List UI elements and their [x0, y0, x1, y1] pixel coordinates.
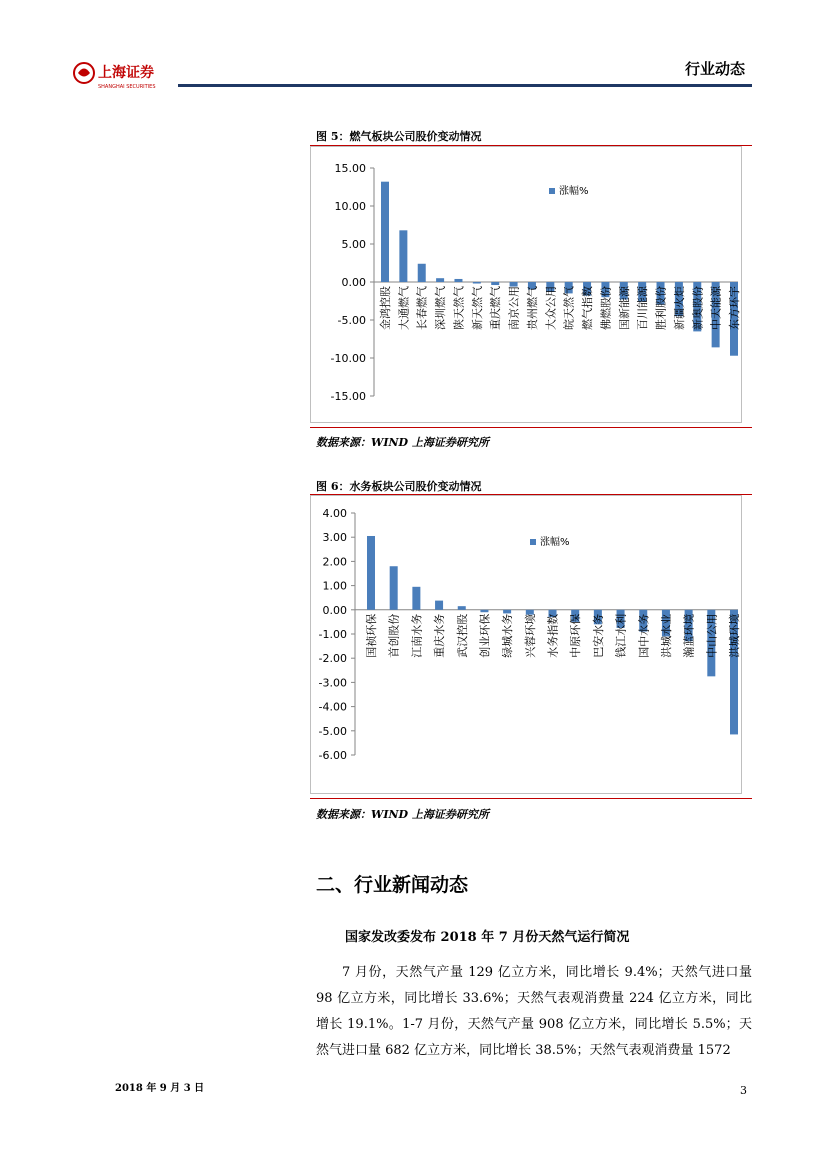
y-tick-label: 0.00 [322, 603, 347, 617]
footer-date: 2018 年 9 月 3 日 [115, 1083, 205, 1094]
y-tick-label: -10.00 [330, 352, 366, 365]
y-tick-label: -4.00 [318, 700, 347, 714]
bar-新天然气 [473, 282, 481, 284]
y-tick-label: 15.00 [334, 162, 366, 175]
logo-subtext: SHANGHAI SECURITIES [98, 84, 156, 90]
y-tick-label: 5.00 [341, 238, 366, 251]
y-tick-label: -15.00 [330, 390, 366, 403]
bar-首创股份 [390, 566, 398, 610]
category-label: 巴安水务 [591, 613, 605, 658]
y-tick-label: 2.00 [322, 555, 347, 569]
bar-武汉控股 [458, 606, 466, 610]
y-tick-label: 0.00 [341, 276, 366, 289]
category-label: 新奥股份 [691, 286, 705, 330]
y-tick-label: -5.00 [337, 314, 366, 327]
category-label: 瀚蓝环境 [682, 613, 696, 658]
y-tick-label: 1.00 [322, 579, 347, 593]
gas-sector-chart [310, 146, 752, 426]
category-label: 新疆火炬 [672, 286, 686, 330]
category-label: 南京公用 [507, 286, 521, 330]
bar-江南水务 [412, 587, 420, 610]
legend-swatch [530, 539, 536, 545]
bar-南京公用 [510, 282, 518, 287]
section-heading: 二、行业新闻动态 [316, 874, 469, 896]
page-number: 3 [740, 1084, 747, 1097]
header-rule [178, 84, 752, 87]
category-label: 创业环保 [478, 613, 492, 658]
bar-国祯环保 [367, 536, 375, 610]
y-tick-label: 10.00 [334, 200, 366, 213]
category-label: 皖天然气 [562, 286, 576, 330]
y-tick-label: -5.00 [318, 724, 347, 738]
bar-深圳燃气 [436, 278, 444, 282]
category-label: 深圳燃气 [434, 286, 448, 330]
category-label: 燃气指数 [581, 286, 595, 330]
figure-5-bottom-rule [310, 427, 752, 428]
category-label: 中天能源 [709, 286, 723, 330]
figure-5-source: 数据来源：WIND 上海证券研究所 [316, 436, 489, 449]
category-label: 武汉控股 [455, 613, 469, 658]
bar-金鸿控股 [381, 182, 389, 282]
category-label: 洪城水业 [659, 613, 673, 658]
category-label: 重庆燃气 [489, 286, 503, 330]
y-tick-label: -1.00 [318, 628, 347, 641]
y-tick-label: 3.00 [322, 531, 347, 545]
category-label: 佛燃股份 [599, 286, 613, 330]
category-label: 中原环保 [569, 613, 583, 658]
category-label: 金鸿控股 [379, 286, 392, 330]
category-label: 贵州燃气 [525, 286, 539, 330]
category-label: 长春燃气 [415, 286, 429, 330]
category-label: 绿城水务 [501, 613, 515, 658]
bar-大通燃气 [399, 230, 407, 282]
figure-6-caption: 图 6：水务板块公司股价变动情况 [316, 480, 482, 493]
category-label: 国中水务 [637, 613, 651, 658]
category-label: 新天然气 [470, 286, 484, 330]
category-label: 大众公用 [544, 286, 558, 330]
news-body: 7 月份，天然气产量 129 亿立方米，同比增长 9.4%；天然气进口量 98 亿立方米，同比增长 33.6%；天然气表观消费量 224 亿立方米，同比增长 19.1%。1-7 月份，天然气产量 908 亿立方米，同比增长 5.5%；天然气进口量 682 亿立方米，同比增长 38.5%；天然气表观消费量 1572 [316, 965, 752, 1058]
category-label: 兴蓉环境 [523, 613, 537, 658]
bar-绿城水务 [503, 610, 511, 614]
category-label: 重庆水务 [433, 613, 447, 658]
bar-重庆水务 [435, 601, 443, 610]
category-label: 江南水务 [410, 613, 424, 658]
legend-swatch [549, 188, 555, 194]
category-label: 水务指数 [546, 613, 560, 658]
category-label: 中山公用 [705, 613, 719, 658]
category-label: 大通燃气 [397, 286, 411, 330]
category-label: 东方环宇 [728, 286, 741, 330]
category-label: 洪城环境 [728, 613, 741, 658]
news-title: 国家发改委发布 2018 年 7 月份天然气运行简况 [345, 930, 630, 945]
category-label: 国祯环保 [365, 613, 378, 658]
y-tick-label: -3.00 [318, 676, 347, 690]
category-label: 国新能源 [617, 286, 631, 330]
category-label: 钱江水利 [614, 613, 628, 658]
category-label: 胜利股份 [654, 286, 668, 330]
category-label: 陕天然气 [452, 286, 466, 330]
logo-text: 上海证券 [98, 65, 154, 81]
y-tick-label: -6.00 [318, 749, 347, 762]
category-label: 百川能源 [636, 286, 650, 330]
bar-重庆燃气 [491, 282, 499, 285]
bar-创业环保 [480, 610, 488, 612]
legend-label: 涨幅% [540, 537, 570, 548]
shanghai-securities-logo [72, 60, 172, 92]
figure-5-caption: 图 5：燃气板块公司股价变动情况 [316, 130, 482, 143]
legend-label: 涨幅% [559, 186, 589, 197]
bar-长春燃气 [418, 264, 426, 282]
header-title: 行业动态 [684, 60, 745, 78]
water-sector-chart [310, 495, 752, 797]
y-tick-label: 4.00 [322, 507, 347, 520]
figure-6-source: 数据来源：WIND 上海证券研究所 [316, 808, 489, 821]
figure-6-bottom-rule [310, 798, 752, 799]
category-label: 首创股份 [387, 613, 401, 658]
y-tick-label: -2.00 [318, 652, 347, 666]
bar-陕天然气 [454, 279, 462, 282]
